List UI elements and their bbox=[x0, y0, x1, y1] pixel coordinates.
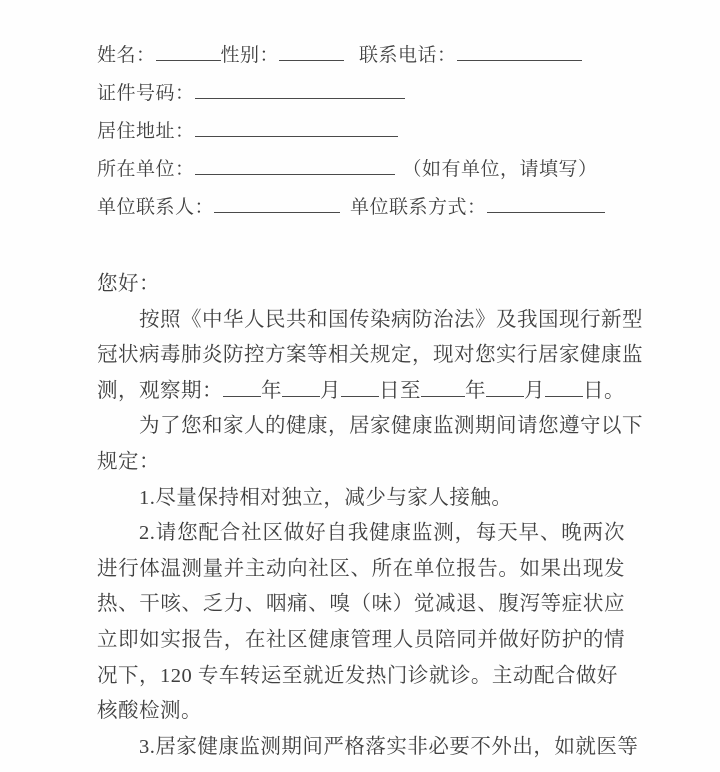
fill-in-blank-line bbox=[195, 79, 405, 99]
body-line bbox=[97, 374, 625, 410]
body-line-text: 况下，120 专车转运至就近发热门诊就诊。主动配合做好 bbox=[97, 664, 618, 687]
fill-in-blank-line bbox=[421, 375, 465, 397]
spacer bbox=[340, 212, 350, 213]
body-line bbox=[97, 516, 625, 552]
form-line-text: （如有单位，请填写） bbox=[402, 159, 598, 180]
fill-in-blank-line bbox=[279, 41, 344, 61]
body-line bbox=[97, 267, 625, 303]
form-line-text: 联系电话： bbox=[359, 45, 457, 66]
body-line-text: 2.请您配合社区做好自我健康监测，每天早、晚两次 bbox=[139, 522, 625, 545]
body-line-text: 冠状病毒肺炎防控方案等相关规定，现对您实行居家健康监 bbox=[97, 344, 643, 367]
fill-in-blank-line bbox=[282, 375, 320, 397]
body-line-text: 日。 bbox=[583, 379, 625, 402]
body-line bbox=[97, 481, 625, 517]
body-line bbox=[97, 659, 625, 695]
form-line bbox=[97, 37, 627, 75]
spacer bbox=[344, 60, 359, 61]
form-line bbox=[97, 75, 627, 113]
body-line-text: 日至 bbox=[379, 379, 421, 402]
form-section bbox=[97, 37, 627, 227]
body-line-text: 年 bbox=[261, 379, 282, 402]
body-line-text: 测，观察期： bbox=[97, 379, 223, 402]
body-line bbox=[97, 623, 625, 659]
body-line bbox=[97, 445, 625, 481]
body-line bbox=[97, 409, 643, 445]
body-line-text: 年 bbox=[465, 379, 486, 402]
body-line-text: 规定： bbox=[97, 450, 160, 473]
form-line-text: 单位联系方式： bbox=[350, 197, 487, 218]
fill-in-blank-line bbox=[156, 41, 221, 61]
body-line-text: 按照《中华人民共和国传染病防治法》及我国现行新型 bbox=[139, 308, 643, 331]
fill-in-blank-line bbox=[486, 375, 524, 397]
body-line-text: 为了您和家人的健康，居家健康监测期间请您遵守以下 bbox=[139, 415, 643, 438]
form-line-text: 证件号码： bbox=[97, 83, 195, 104]
body-line bbox=[97, 303, 643, 339]
fill-in-blank-line bbox=[545, 375, 583, 397]
fill-in-blank-line bbox=[487, 193, 605, 213]
body-line-text: 核酸检测。 bbox=[97, 700, 202, 723]
body-line bbox=[97, 338, 643, 374]
fill-in-blank-line bbox=[341, 375, 379, 397]
form-line-text: 性别： bbox=[220, 45, 280, 66]
body-line-text: 热、干咳、乏力、咽痛、嗅（味）觉减退、腹泻等症状应 bbox=[97, 593, 625, 616]
body-line-text: 3.居家健康监测期间严格落实非必要不外出，如就医等 bbox=[139, 735, 639, 758]
body-line-text: 立即如实报告，在社区健康管理人员陪同并做好防护的情 bbox=[97, 628, 625, 651]
spacer bbox=[395, 174, 403, 175]
body-line bbox=[97, 587, 625, 623]
body-line bbox=[97, 552, 625, 588]
form-line-text: 姓名： bbox=[97, 45, 156, 66]
fill-in-blank-line bbox=[214, 193, 340, 213]
fill-in-blank-line bbox=[195, 155, 395, 175]
body-line bbox=[97, 694, 625, 730]
body-line-text: 您好： bbox=[97, 273, 160, 295]
form-line-text: 所在单位： bbox=[97, 159, 195, 180]
form-line-text: 居住地址： bbox=[97, 121, 195, 142]
fill-in-blank-line bbox=[195, 117, 398, 137]
body-line-text: 月 bbox=[524, 379, 545, 402]
fill-in-blank-line bbox=[223, 375, 261, 397]
form-line-text: 单位联系人： bbox=[97, 197, 215, 218]
body-line-text: 进行体温测量并主动向社区、所在单位报告。如果出现发 bbox=[97, 557, 625, 580]
form-line bbox=[97, 189, 627, 227]
body-section bbox=[97, 267, 643, 765]
form-line bbox=[97, 151, 627, 189]
form-line bbox=[97, 113, 627, 151]
body-line-text: 1.尽量保持相对独立，减少与家人接触。 bbox=[139, 486, 513, 509]
body-line-text: 月 bbox=[320, 379, 341, 402]
body-line bbox=[97, 730, 639, 766]
fill-in-blank-line bbox=[457, 41, 582, 61]
